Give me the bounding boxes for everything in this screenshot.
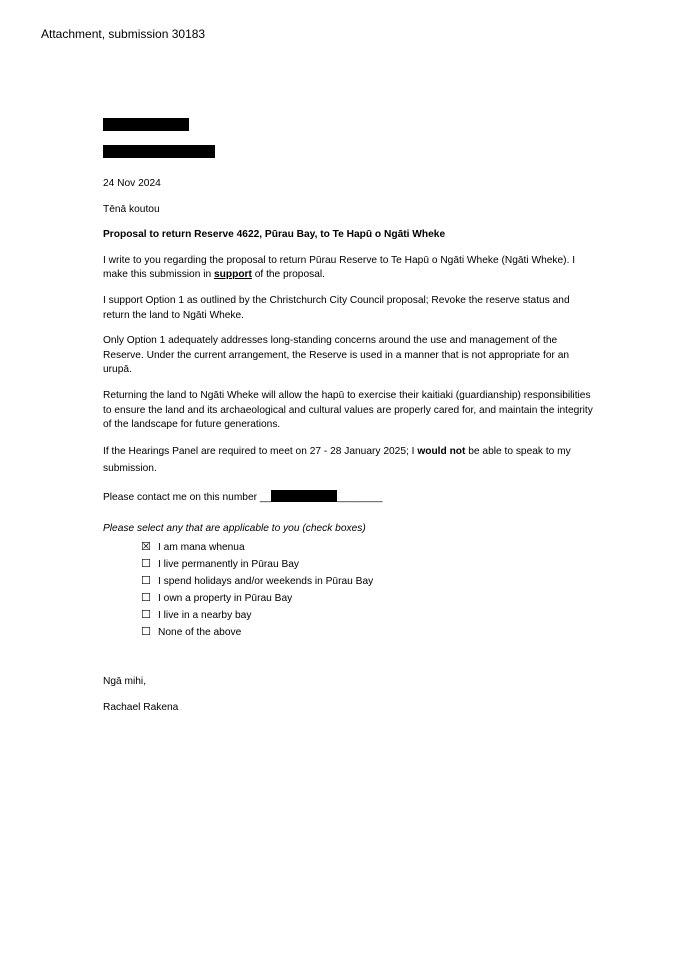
checkbox-icon[interactable]: ☐ (141, 591, 151, 604)
paragraph-4: Returning the land to Ngāti Wheke will allow the hapū to exercise their kaitiaki (guardianship) responsibilities to ensure the land and its archaeological and cultural values are properly cared for, and maintain the integrity of the landscape for future generations. (103, 389, 593, 431)
checkbox-item[interactable] (141, 539, 593, 556)
contact-line (103, 490, 593, 506)
hearing-text: If the Hearings Panel are required to meet on 27 - 28 January 2025; I (103, 445, 418, 457)
checkbox-item[interactable] (141, 556, 593, 573)
checkbox-icon[interactable]: ☐ (141, 608, 151, 621)
checkbox-item[interactable] (141, 590, 593, 607)
paragraph-1-end: of the proposal. (251, 269, 325, 281)
checkbox-label: I live permanently in Pūrau Bay (158, 558, 299, 570)
redacted-block (103, 145, 215, 158)
greeting: Tēnā koutou (103, 203, 160, 215)
checkbox-label: I am mana whenua (158, 541, 245, 553)
paragraph-1-text: I write to you regarding the proposal to return Pūrau Reserve to Te Hapū o Ngāti Wheke (Ngāti Wheke). I make this submission in (103, 254, 576, 281)
contact-underline: ________ (337, 491, 383, 503)
checkbox-icon[interactable]: ☐ (141, 625, 151, 638)
hearing-paragraph (103, 443, 593, 477)
checkbox-list (141, 539, 593, 641)
checkbox-instructions: Please select any that are applicable to you (check boxes) (103, 523, 366, 535)
checkbox-label: None of the above (158, 626, 242, 638)
checkbox-label: I spend holidays and/or weekends in Pūrau Bay (158, 575, 374, 587)
paragraph-2: I support Option 1 as outlined by the Christchurch City Council proposal; Revoke the reserve status and return the land to Ngāti Wheke. (103, 294, 570, 321)
paragraph-1 (103, 254, 593, 283)
checkbox-icon[interactable]: ☐ (141, 574, 151, 587)
contact-text: Please contact me on this number __ (103, 491, 272, 503)
closing: Ngā mihi, (103, 675, 147, 687)
support-emphasis: support (213, 269, 252, 281)
checkbox-item[interactable] (141, 573, 593, 590)
letter-title: Proposal to return Reserve 4622, Pūrau Bay, to Te Hapū o Ngāti Wheke (103, 229, 446, 241)
checkbox-label: I live in a nearby bay (158, 609, 252, 621)
signature-name: Rachael Rakena (103, 701, 179, 713)
checkbox-icon[interactable]: ☐ (141, 557, 151, 570)
paragraph-3: Only Option 1 adequately addresses long-standing concerns around the use and management of the Reserve. Under the current arrangement, the Reserve is used in a manner that is not appropriate for an urupā. (103, 335, 570, 376)
letter-date: 24 Nov 2024 (103, 178, 161, 189)
redacted-phone (271, 490, 337, 502)
checkbox-item[interactable] (141, 607, 593, 624)
attachment-header: Attachment, submission 30183 (41, 27, 206, 41)
letter-body (103, 118, 593, 715)
would-not-emphasis: would not (417, 445, 466, 457)
checkbox-label: I own a property in Pūrau Bay (158, 592, 293, 604)
hearing-end: be able to speak to my submission. (103, 445, 571, 474)
redacted-block (103, 118, 189, 131)
checked-box-icon[interactable]: ☒ (141, 540, 151, 553)
checkbox-item[interactable] (141, 624, 593, 641)
